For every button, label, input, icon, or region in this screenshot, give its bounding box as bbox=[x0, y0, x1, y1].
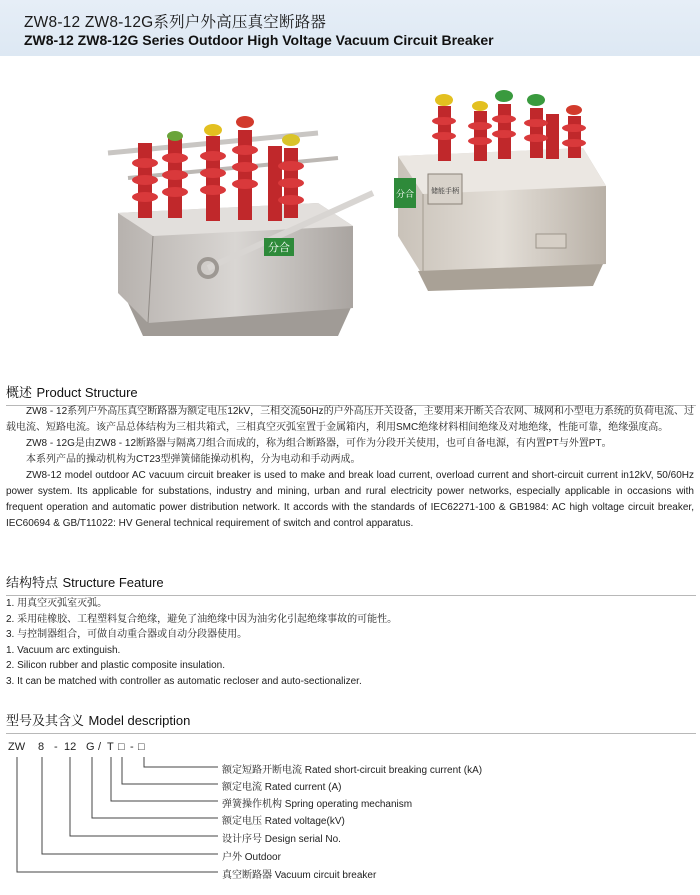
paragraph: ZW8 - 12系列户外高压真空断路器为额定电压12kV，三相交流50Hz的户外高压开关设备，主要用来开断关合农网、城网和小型电力系统的负荷电流、过载电流、短路电流。该产品总体结构为三相共箱式，三相真空灭弧室置于金属箱内，利用SMC绝缘材料相间绝缘及对地绝缘，性能可靠，绝缘强度高。 bbox=[6, 406, 694, 433]
section-heading-cn: 概述 bbox=[6, 385, 33, 400]
model-label: 真空断路器 Vacuum circuit breaker bbox=[222, 870, 377, 881]
list-item: 2. Silicon rubber and plastic composite insulation. bbox=[6, 660, 226, 672]
page-title-cn: ZW8-12 ZW8-12G系列户外高压真空断路器 bbox=[24, 14, 327, 31]
model-label: 户外 Outdoor bbox=[222, 852, 281, 863]
section-heading-cn: 型号及其含义 bbox=[6, 713, 85, 728]
code-part: ZW bbox=[8, 741, 26, 753]
energy-storage-label: 储能手柄 bbox=[431, 187, 459, 195]
code-part: - bbox=[130, 741, 134, 753]
left-switch-badge: 分合 bbox=[268, 241, 290, 254]
code-part: 8 bbox=[38, 741, 45, 753]
list-item: 1. Vacuum arc extinguish. bbox=[6, 644, 121, 656]
code-part: G bbox=[86, 741, 95, 753]
code-part: - bbox=[54, 741, 58, 753]
model-label: 额定短路开断电流 Rated short-circuit breaking current (kA) bbox=[222, 765, 483, 776]
list-item: 1. 用真空灭弧室灭弧。 bbox=[6, 598, 108, 609]
right-switch-badge: 分合 bbox=[395, 190, 415, 200]
paragraph: 本系列产品的操动机构为CT23型弹簧储能操动机构，分为电动和手动两成。 bbox=[26, 454, 361, 465]
code-part: □ bbox=[138, 741, 145, 753]
list-item: 2. 采用硅橡胶、工程塑料复合绝缘，避免了油绝缘中因为油劣化引起绝缘事故的可能性。 bbox=[6, 613, 398, 625]
code-part: T bbox=[107, 741, 114, 753]
section-heading-en: Product Structure bbox=[36, 385, 138, 400]
code-part: □ bbox=[118, 741, 125, 753]
code-part: / bbox=[98, 741, 102, 753]
code-part: 12 bbox=[64, 741, 77, 753]
section-heading-cn: 结构特点 bbox=[6, 575, 59, 590]
model-label: 额定电压 Rated voltage(kV) bbox=[222, 816, 345, 827]
page-title-en: ZW8-12 ZW8-12G Series Outdoor High Voltage Vacuum Circuit Breaker bbox=[24, 32, 494, 48]
section-heading-en: Model description bbox=[88, 713, 191, 728]
section-heading-en: Structure Feature bbox=[62, 575, 164, 590]
paragraph: ZW8-12 model outdoor AC vacuum circuit breaker is used to make and break load current, overload current and short-circuit current in12kV, 50/60Hz power system. Its applicable for substations, industry and mining, urban and rural electricity power networks, especially applicable in occasions with frequent operation and automatic power distribution network. It accords with the standards of IEC62271-100 & GB1984: AC high voltage circuit breaker, IEC60694 & GB/T11022: HV General technical requirement of switch and control apparatus. bbox=[6, 470, 694, 529]
model-label: 设计序号 Design serial No. bbox=[222, 834, 341, 845]
list-item: 3. It can be matched with controller as automatic recloser and auto-sectionalizer. bbox=[6, 675, 362, 687]
list-item: 3. 与控制器组合，可做自动重合器或自动分段器使用。 bbox=[6, 629, 248, 641]
paragraph: ZW8 - 12G是由ZW8 - 12断路器与隔离刀组合而成的，称为组合断路器，可作为分段开关使用，也可自备电源，有内置PT与外置PT。 bbox=[26, 438, 612, 449]
model-label: 弹簧操作机构 Spring operating mechanism bbox=[222, 799, 413, 810]
model-label: 额定电流 Rated current (A) bbox=[222, 782, 342, 793]
